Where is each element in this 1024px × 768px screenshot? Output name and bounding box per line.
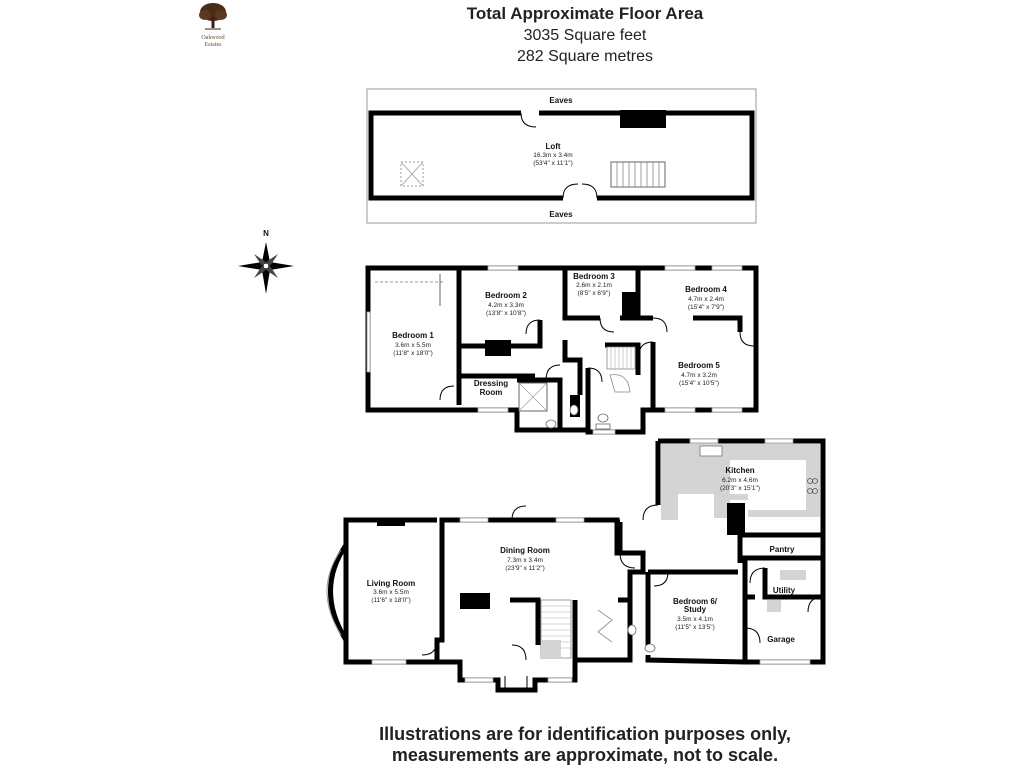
first-floor <box>367 266 756 434</box>
bedroom1-window <box>367 312 370 372</box>
pantry-name: Pantry <box>769 545 795 554</box>
wc-icon <box>645 644 655 652</box>
area-square-feet: 3035 Square feet <box>523 27 647 44</box>
bedroom3-metric: 2.6m x 2.1m <box>576 282 612 289</box>
bedroom6-name-line2: Study <box>683 605 707 614</box>
bedroom2-name: Bedroom 2 <box>485 291 527 300</box>
kitchen-name: Kitchen <box>725 466 755 475</box>
bedroom5-imperial: (15'4" x 10'5") <box>679 380 719 387</box>
bedroom3-imperial: (8'5" x 6'9") <box>577 290 611 297</box>
ground-floor <box>327 439 823 690</box>
wc-icon <box>598 414 608 422</box>
bedroom5-name: Bedroom 5 <box>678 361 720 370</box>
dining-room-fireplace <box>460 593 490 609</box>
bedroom6-imperial: (11'5" x 13'5") <box>675 624 715 631</box>
dining-room-metric: 7.3m x 3.4m <box>507 557 543 564</box>
bedroom1-metric: 3.6m x 5.5m <box>395 342 431 349</box>
bedroom3-name: Bedroom 3 <box>573 272 615 281</box>
kitchen-sink-icon <box>700 446 722 456</box>
logo-name: Oakwood <box>201 35 225 41</box>
bedroom6-metric: 3.5m x 4.1m <box>677 616 713 623</box>
ground-floor-outer-walls <box>346 520 643 690</box>
disclaimer-line1: Illustrations are for identification purposes only, <box>379 724 791 744</box>
loft-name: Loft <box>545 142 561 151</box>
garage-name: Garage <box>767 635 795 644</box>
garage-door <box>760 660 810 664</box>
loft-imperial: (53'4" x 11'1") <box>533 160 573 167</box>
bedroom1-imperial: (11'8" x 18'0") <box>393 350 433 357</box>
wc-icon <box>546 420 556 428</box>
kitchen-range <box>727 503 745 535</box>
area-square-metres: 282 Square metres <box>516 48 654 65</box>
dressing-room-name: Dressing <box>473 379 509 388</box>
bedroom4-imperial: (15'4" x 7'9") <box>687 304 725 311</box>
disclaimer <box>290 724 880 766</box>
kitchen-imperial: (20'3" x 15'1") <box>720 485 760 492</box>
dining-room-imperial: (23'9" x 11'2") <box>505 565 545 572</box>
compass-rose-icon <box>238 229 294 294</box>
bedroom4-name: Bedroom 4 <box>685 285 727 294</box>
bedroom4-metric: 4.7m x 2.4m <box>688 296 724 303</box>
bedroom1-name: Bedroom 1 <box>392 331 434 340</box>
bedroom2-imperial: (13'8" x 10'8") <box>486 310 526 317</box>
living-room-metric: 3.6m x 5.5m <box>373 589 409 596</box>
living-room-imperial: (11'6" x 18'0") <box>371 597 411 604</box>
utility-name: Utility <box>772 586 796 595</box>
bedroom5-metric: 4.7m x 3.2m <box>681 372 717 379</box>
basin-icon <box>570 405 578 415</box>
page-title: Total Approximate Floor Area <box>466 4 704 23</box>
disclaimer-line2: measurements are approximate, not to scale. <box>391 745 779 765</box>
dressing-room-name-line2: Room <box>479 388 503 397</box>
north-label: N <box>263 229 269 238</box>
eaves-bottom-label: Eaves <box>549 210 573 219</box>
logo-subname: Estates <box>204 42 222 48</box>
bedroom2-metric: 4.2m x 3.3m <box>488 302 524 309</box>
bedroom6-name: Bedroom 6/ <box>672 597 718 606</box>
living-room-name: Living Room <box>366 579 416 588</box>
eaves-top-label: Eaves <box>549 96 573 105</box>
loft-floor <box>367 89 756 223</box>
kitchen-metric: 6.2m x 4.6m <box>722 477 758 484</box>
basin-icon <box>628 625 636 635</box>
dining-room-name: Dining Room <box>500 546 550 555</box>
chimney-breast <box>620 110 666 128</box>
living-room-fireplace <box>377 518 405 526</box>
loft-metric: 16.3m x 3.4m <box>533 152 573 159</box>
chimney-breast-first <box>485 340 511 356</box>
